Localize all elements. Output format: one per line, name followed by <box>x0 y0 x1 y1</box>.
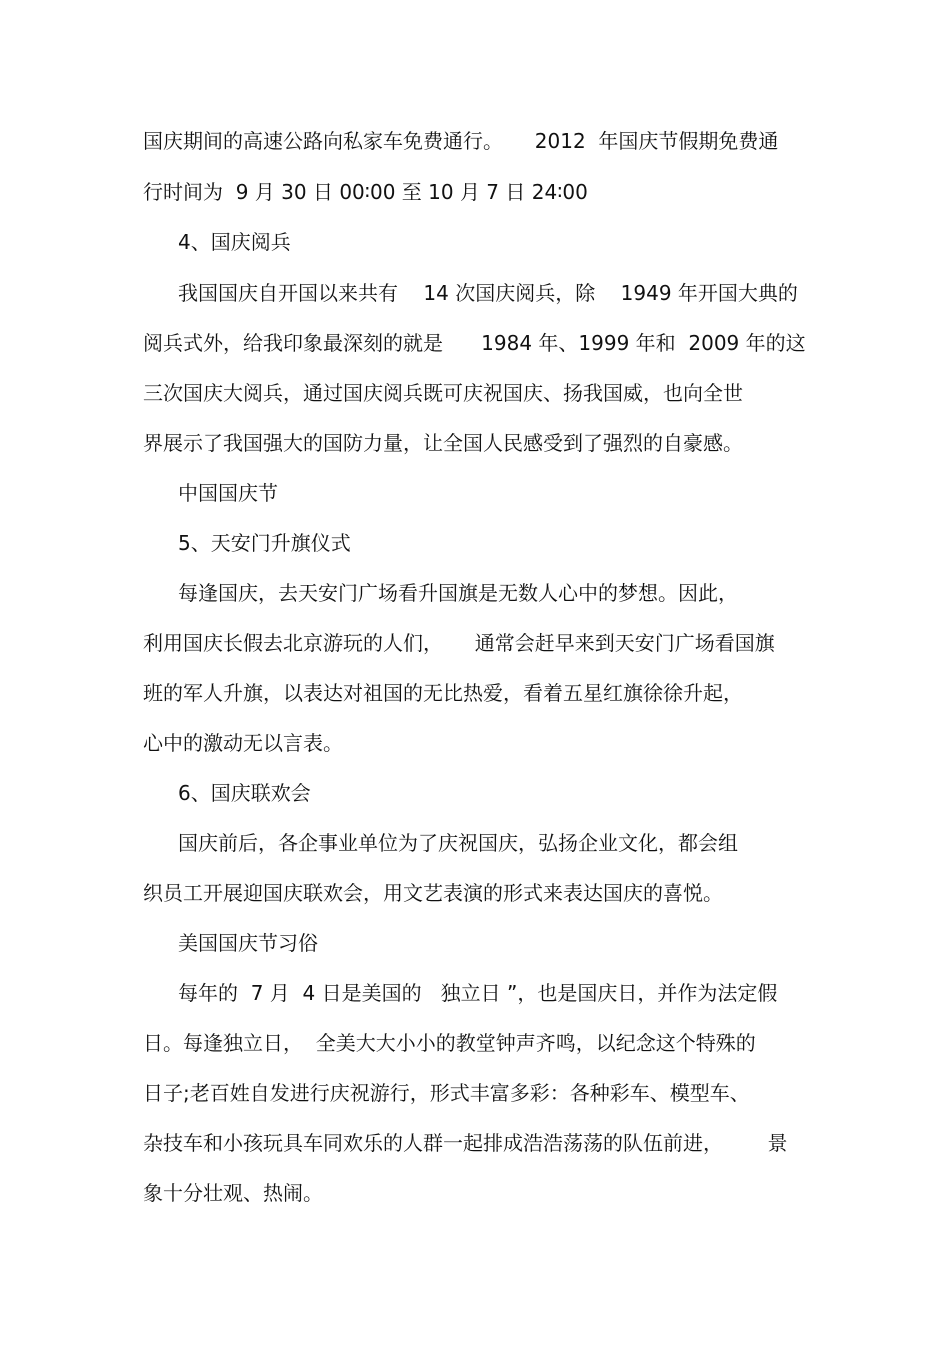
paragraph-line: 织员工开展迎国庆联欢会，用文艺表演的形式来表达国庆的喜悦。 <box>143 881 723 905</box>
paragraph-line: 我国国庆自开国以来共有 14 次国庆阅兵，除 1949 年开国大典的 <box>178 281 798 305</box>
section-heading: 中国国庆节 <box>178 481 278 505</box>
paragraph-line: 心中的激动无以言表。 <box>143 731 343 755</box>
paragraph-line: 日。每逢独立日， 全美大大小小的教堂钟声齐鸣，以纪念这个特殊的 <box>143 1031 756 1055</box>
paragraph-line: 国庆前后，各企事业单位为了庆祝国庆，弘扬企业文化，都会组 <box>178 831 738 855</box>
section-heading: 6、国庆联欢会 <box>178 781 311 805</box>
paragraph-line: 班的军人升旗，以表达对祖国的无比热爱，看着五星红旗徐徐升起， <box>143 681 743 705</box>
paragraph-line: 象十分壮观、热闹。 <box>143 1181 323 1205</box>
paragraph-line: 阅兵式外，给我印象最深刻的就是 1984 年、1999 年和 2009 年的这 <box>143 331 806 355</box>
section-heading: 4、国庆阅兵 <box>178 230 291 254</box>
paragraph-line: 国庆期间的高速公路向私家车免费通行。 2012 年国庆节假期免费通 <box>143 129 779 153</box>
paragraph-line: 三次国庆大阅兵，通过国庆阅兵既可庆祝国庆、扬我国威，也向全世 <box>143 381 743 405</box>
section-heading: 美国国庆节习俗 <box>178 931 318 955</box>
paragraph-line: 杂技车和小孩玩具车同欢乐的人群一起排成浩浩荡荡的队伍前进， 景 <box>143 1131 788 1155</box>
paragraph-line: 每逢国庆，去天安门广场看升国旗是无数人心中的梦想。因此， <box>178 581 738 605</box>
paragraph-line: 利用国庆长假去北京游玩的人们， 通常会赶早来到天安门广场看国旗 <box>143 631 775 655</box>
paragraph-line: 界展示了我国强大的国防力量，让全国人民感受到了强烈的自豪感。 <box>143 431 743 455</box>
paragraph-line: 每年的 7 月 4 日是美国的 独立日 ”，也是国庆日，并作为法定假 <box>178 981 778 1005</box>
paragraph-line: 行时间为 9 月 30 日 00∶00 至 10 月 7 日 24∶00 <box>143 180 588 204</box>
paragraph-line: 日子;老百姓自发进行庆祝游行，形式丰富多彩：各种彩车、模型车、 <box>143 1081 750 1105</box>
section-heading: 5、天安门升旗仪式 <box>178 531 351 555</box>
